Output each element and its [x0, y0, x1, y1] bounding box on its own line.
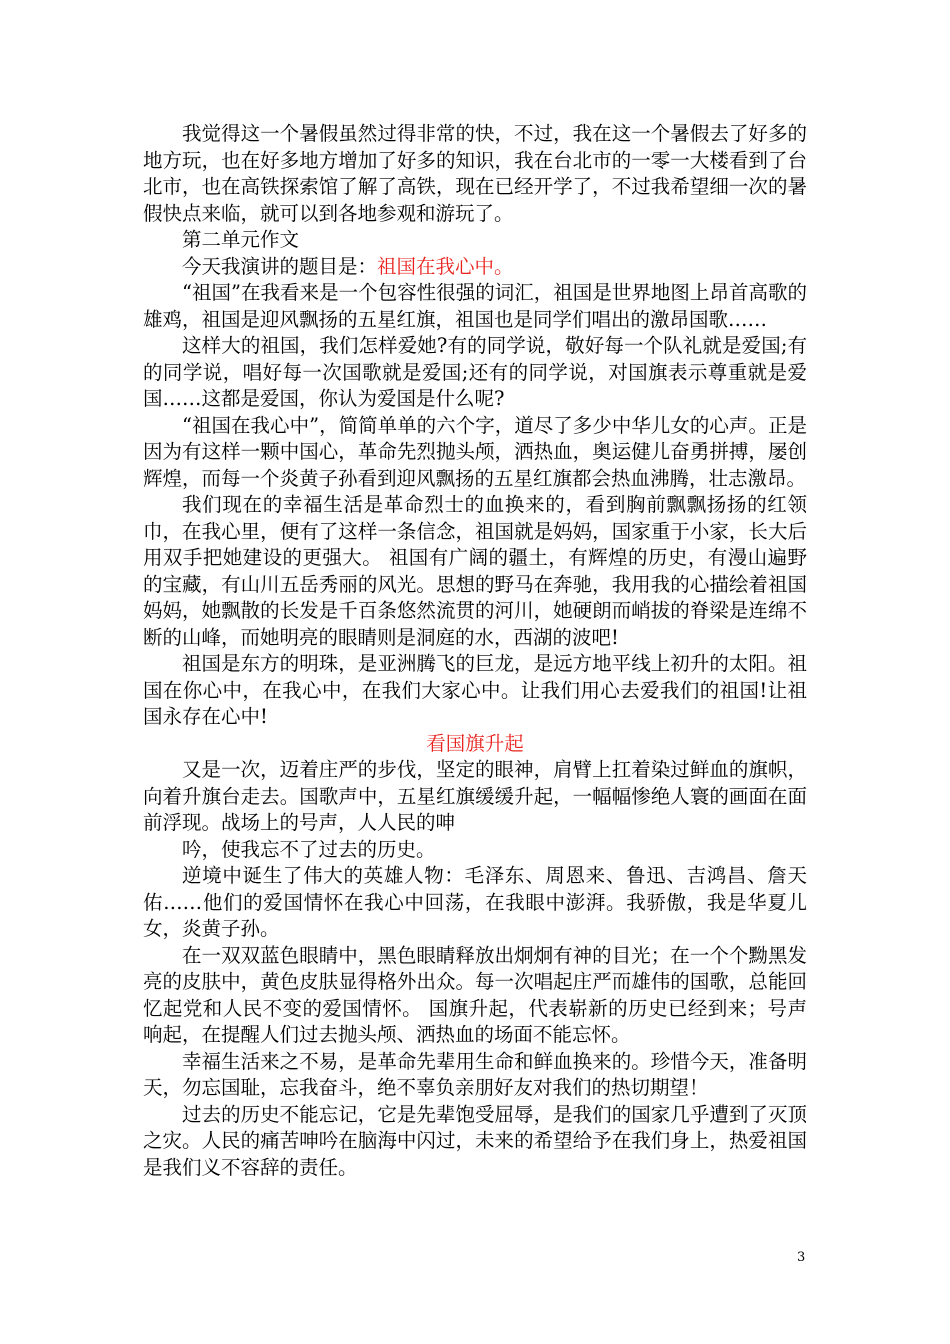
speech-paragraph-4: 我们现在的幸福生活是革命烈士的血换来的，看到胸前飘飘扬扬的红领巾，在我心里，便有了这样一条信念，祖国就是妈妈，国家重于小家，长大后用双手把她建设的更强大。 祖国有广阔的疆土，有辉煌的历史，有漫山遍野的宝藏，有山川五岳秀丽的风光。思想的野马在奔驰，我用我的心描绘着祖国妈妈，她飘散的长发是千百条悠然流贯的河川，她硬朗而峭拔的脊梁是连绵不断的山峰，而她明亮的眼睛则是洞庭的水，西湖的波吧! — [143, 493, 807, 649]
essay-paragraph-2: 吟，使我忘不了过去的历史。 — [182, 837, 436, 861]
essay-paragraph-1: 又是一次，迈着庄严的步伐，坚定的眼神，肩臂上扛着染过鲜血的旗帜，向着升旗台走去。国歌声中，五星红旗缓缓升起，一幅幅惨绝人寰的画面在面前浮现。战场上的号声，人人民的呻 — [143, 758, 807, 834]
document-page — [143, 121, 807, 1181]
speech-intro-prefix: 今天我演讲的题目是： — [182, 254, 378, 278]
essay-paragraph-6: 过去的历史不能忘记，它是先辈饱受屈辱，是我们的国家几乎遭到了灭顶之灾。人民的痛苦呻吟在脑海中闪过，未来的希望给予在我们身上，热爱祖国是我们义不容辞的责任。 — [143, 1102, 807, 1179]
speech-paragraph-2: 这样大的祖国，我们怎样爱她?有的同学说，敬好每一个队礼就是爱国;有的同学说，唱好每一次国歌就是爱国;还有的同学说，对国旗表示尊重就是爱国……这都是爱国，你认为爱国是什么呢? — [143, 334, 807, 410]
essay-title: 看国旗升起 — [426, 731, 524, 755]
essay-paragraph-4: 在一双双蓝色眼睛中，黑色眼睛释放出炯炯有神的目光；在一个个黝黑发亮的皮肤中，黄色皮肤显得格外出众。每一次唱起庄严而雄伟的国歌，总能回忆起党和人民不变的爱国情怀。 国旗升起，代表崭新的历史已经到来；号声响起，在提醒人们过去抛头颅、洒热血的场面不能忘怀。 — [143, 943, 807, 1046]
speech-paragraph-5: 祖国是东方的明珠，是亚洲腾飞的巨龙，是远方地平线上初升的太阳。祖国在你心中，在我心中，在我们大家心中。让我们用心去爱我们的祖国!让祖国永存在心中! — [143, 652, 807, 728]
speech-paragraph-3: “祖国在我心中”，简简单单的六个字，道尽了多少中华儿女的心声。正是因为有这样一颗中国心，革命先烈抛头颅，洒热血，奥运健儿奋勇拼搏，屡创辉煌，而每一个炎黄子孙看到迎风飘扬的五星红旗都会热血沸腾，壮志激昂。 — [143, 413, 807, 490]
essay-paragraph-3: 逆境中诞生了伟大的英雄人物：毛泽东、周恩来、鲁迅、吉鸿昌、詹天佑……他们的爱国情怀在我心中回荡，在我眼中澎湃。我骄傲，我是华夏儿女，炎黄子孙。 — [143, 864, 807, 940]
essay-paragraph-5: 幸福生活来之不易，是革命先辈用生命和鲜血换来的。珍惜今天，准备明天，勿忘国耻，忘我奋斗，绝不辜负亲朋好友对我们的热切期望！ — [143, 1049, 807, 1099]
intro-paragraph: 我觉得这一个暑假虽然过得非常的快，不过，我在这一个暑假去了好多的地方玩，也在好多地方增加了好多的知识，我在台北市的一零一大楼看到了台北市，也在高铁探索馆了解了高铁，现在已经开学了，不过我希望细一次的暑假快点来临，就可以到各地参观和游玩了。 — [143, 122, 807, 225]
speech-intro-line — [143, 254, 807, 281]
section-label: 第二单元作文 — [182, 228, 300, 251]
speech-paragraph-1: “祖国”在我看来是一个包容性很强的词汇，祖国是世界地图上昂首高歌的雄鸡，祖国是迎风飘扬的五星红旗，祖国也是同学们唱出的激昂国歌…… — [143, 281, 807, 331]
page-number: 3 — [797, 1250, 806, 1265]
speech-title: 祖国在我心中。 — [377, 254, 514, 278]
